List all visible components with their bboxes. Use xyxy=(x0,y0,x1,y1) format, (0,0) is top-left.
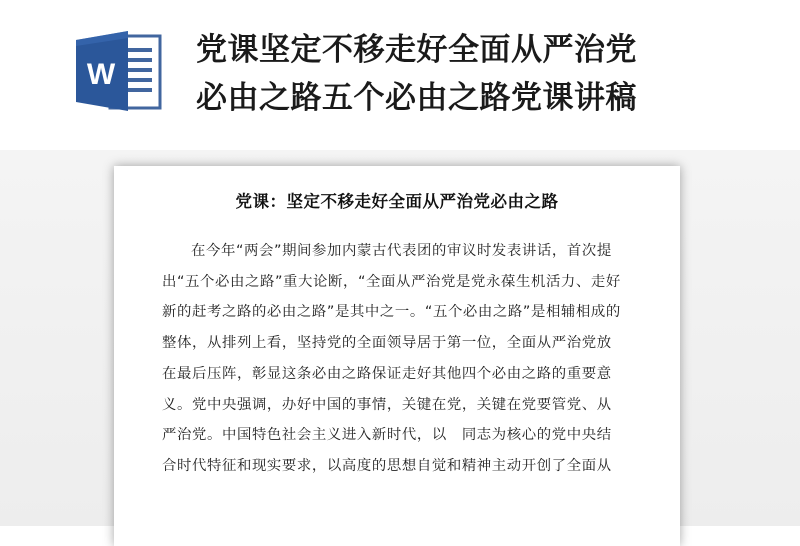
body-line: 新的赶考之路的必由之路”是其中之一。“五个必由之路”是相辅相成的 xyxy=(162,304,621,321)
body-line: 合时代特征和现实要求，以高度的思想自觉和精神主动开创了全面从 xyxy=(162,457,612,474)
document-body xyxy=(162,236,638,482)
title-line-2: 必由之路五个必由之路党课讲稿 xyxy=(196,80,637,116)
body-line: 严治党。中国特色社会主义进入新时代，以 同志为核心的党中央结 xyxy=(162,427,612,444)
body-line: 整体，从排列上看，坚持党的全面领导居于第一位，全面从严治党放 xyxy=(162,335,612,352)
body-line: 出“五个必由之路”重大论断，“全面从严治党是党永葆生机活力、走好 xyxy=(162,273,621,290)
document-page xyxy=(114,166,680,546)
word-document-icon xyxy=(76,30,164,112)
body-line: 义。党中央强调，办好中国的事情，关键在党，关键在党要管党、从 xyxy=(162,396,612,413)
body-line: 在今年“两会”期间参加内蒙古代表团的审议时发表讲话，首次提 xyxy=(191,243,612,259)
word-icon-letter: W xyxy=(86,58,116,91)
body-line: 在最后压阵，彰显这条必由之路保证走好其他四个必由之路的重要意 xyxy=(162,365,612,382)
title-line-1: 党课坚定不移走好全面从严治党 xyxy=(196,32,637,68)
header-banner xyxy=(0,0,800,150)
document-title: 党课：坚定不移走好全面从严治党必由之路 xyxy=(235,192,559,211)
page-title xyxy=(196,26,756,122)
